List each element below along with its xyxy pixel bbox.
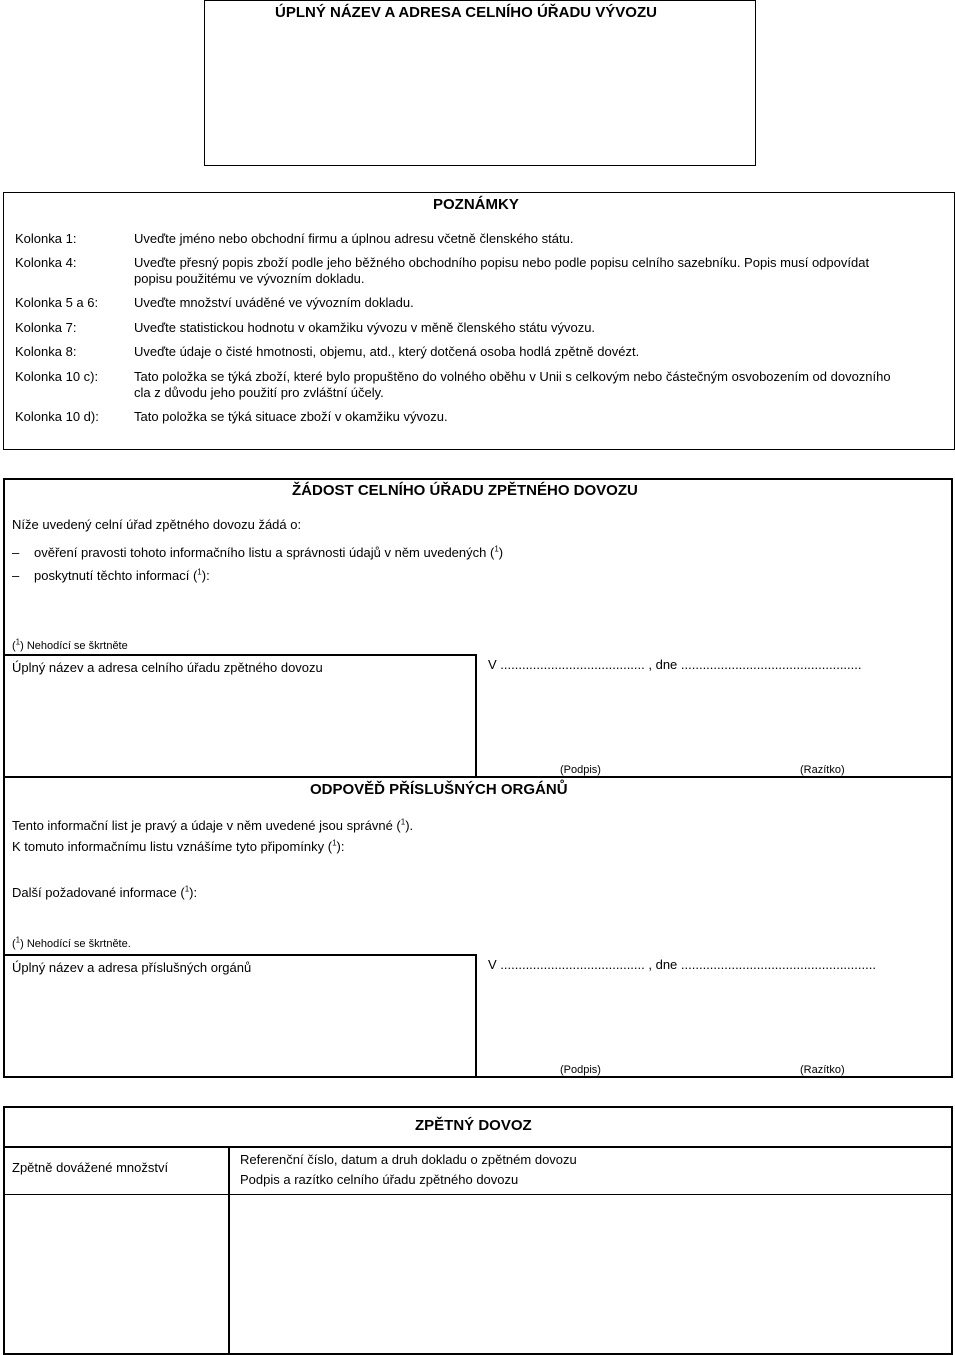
- reimport-ref-divider: [3, 1194, 953, 1195]
- reimport-column-divider: [228, 1146, 230, 1355]
- reply-line-3: Další požadované informace ($^1$):: [12, 884, 198, 900]
- request-place-date[interactable]: V ........................................ , dne ..................................................: [488, 657, 862, 672]
- reply-title: ODPOVĚĎ PŘÍSLUŠNÝCH ORGÁNŮ: [310, 781, 568, 798]
- notes-text-8: Uveďte údaje o čisté hmotnosti, objemu, atd., který dotčená osoba hodlá zpětně dovézt.: [134, 344, 640, 359]
- request-title: ŽÁDOST CELNÍHO ÚŘADU ZPĚTNÉHO DOVOZU: [292, 482, 638, 499]
- request-dash-2: –: [12, 568, 20, 583]
- notes-label-1: Kolonka 1:: [15, 231, 77, 246]
- reply-place-date[interactable]: V ........................................ , dne ......................................................: [488, 957, 876, 972]
- export-office-box: [204, 0, 756, 166]
- notes-label-8: Kolonka 8:: [15, 344, 77, 359]
- request-dash-1: –: [12, 545, 20, 560]
- reply-footnote: ($^1$) Nehodící se škrtněte.: [12, 935, 131, 950]
- notes-label-10c: Kolonka 10 c):: [15, 369, 99, 384]
- request-signature: (Podpis): [560, 764, 601, 776]
- reimport-title: ZPĚTNÝ DOVOZ: [415, 1117, 532, 1134]
- reimport-qty-label: Zpětně dovážené množství: [12, 1160, 169, 1175]
- reply-stamp: (Razítko): [800, 1064, 845, 1076]
- notes-label-4: Kolonka 4:: [15, 255, 77, 270]
- request-office-right: [475, 654, 477, 778]
- notes-label-5-6: Kolonka 5 a 6:: [15, 295, 99, 310]
- notes-text-10d: Tato položka se týká situace zboží v okamžiku vývozu.: [134, 409, 448, 424]
- notes-label-7: Kolonka 7:: [15, 320, 77, 335]
- reimport-ref-line-2: Podpis a razítko celního úřadu zpětného dovozu: [240, 1172, 519, 1187]
- request-office-top: [3, 654, 477, 656]
- notes-text-10c: Tato položka se týká zboží, které bylo propuštěno do volného oběhu v Unii s celkovým nebo částečným osvobozením od dovozního cla z důvodu jeho použití pro zvláštní účely.: [134, 369, 891, 400]
- reply-authority-top: [3, 954, 477, 956]
- request-stamp: (Razítko): [800, 764, 845, 776]
- request-intro: Níže uvedený celní úřad zpětného dovozu žádá o:: [12, 517, 302, 532]
- reimport-ref-line-1: Referenční číslo, datum a druh dokladu o zpětném dovozu: [240, 1152, 577, 1167]
- reply-line-1: Tento informační list je pravý a údaje v něm uvedené jsou správné ($^1$).: [12, 817, 414, 833]
- reply-signature: (Podpis): [560, 1064, 601, 1076]
- reply-authority-label: Úplný název a adresa příslušných orgánů: [12, 960, 252, 975]
- export-office-title: ÚPLNÝ NÁZEV A ADRESA CELNÍHO ÚŘADU VÝVOZU: [275, 4, 657, 21]
- reply-line-2: K tomuto informačnímu listu vznášíme tyto připomínky ($^1$):: [12, 838, 345, 854]
- reply-divider: [3, 776, 953, 778]
- request-office-label: Úplný název a adresa celního úřadu zpětného dovozu: [12, 660, 323, 675]
- request-item-2: poskytnutí těchto informací ($^1$):: [34, 567, 210, 583]
- notes-text-7: Uveďte statistickou hodnotu v okamžiku vývozu v měně členského státu vývozu.: [134, 320, 596, 335]
- notes-text-1: Uveďte jméno nebo obchodní firmu a úplnou adresu včetně členského státu.: [134, 231, 574, 246]
- reimport-box: [3, 1106, 953, 1355]
- notes-label-10d: Kolonka 10 d):: [15, 409, 99, 424]
- reimport-header-divider: [3, 1146, 953, 1148]
- notes-title: POZNÁMKY: [433, 196, 519, 213]
- notes-text-4: Uveďte přesný popis zboží podle jeho běžného obchodního popisu nebo podle popisu celního sazebníku. Popis musí odpovídat popisu použitému ve vývozním dokladu.: [134, 255, 870, 286]
- reply-authority-right: [475, 954, 477, 1078]
- request-footnote: ($^1$) Nehodící se škrtněte: [12, 637, 128, 652]
- request-item-1: ověření pravosti tohoto informačního listu a správnosti údajů v něm uvedených ($^1$): [34, 544, 504, 560]
- notes-text-5-6: Uveďte množství uváděné ve vývozním dokladu.: [134, 295, 414, 310]
